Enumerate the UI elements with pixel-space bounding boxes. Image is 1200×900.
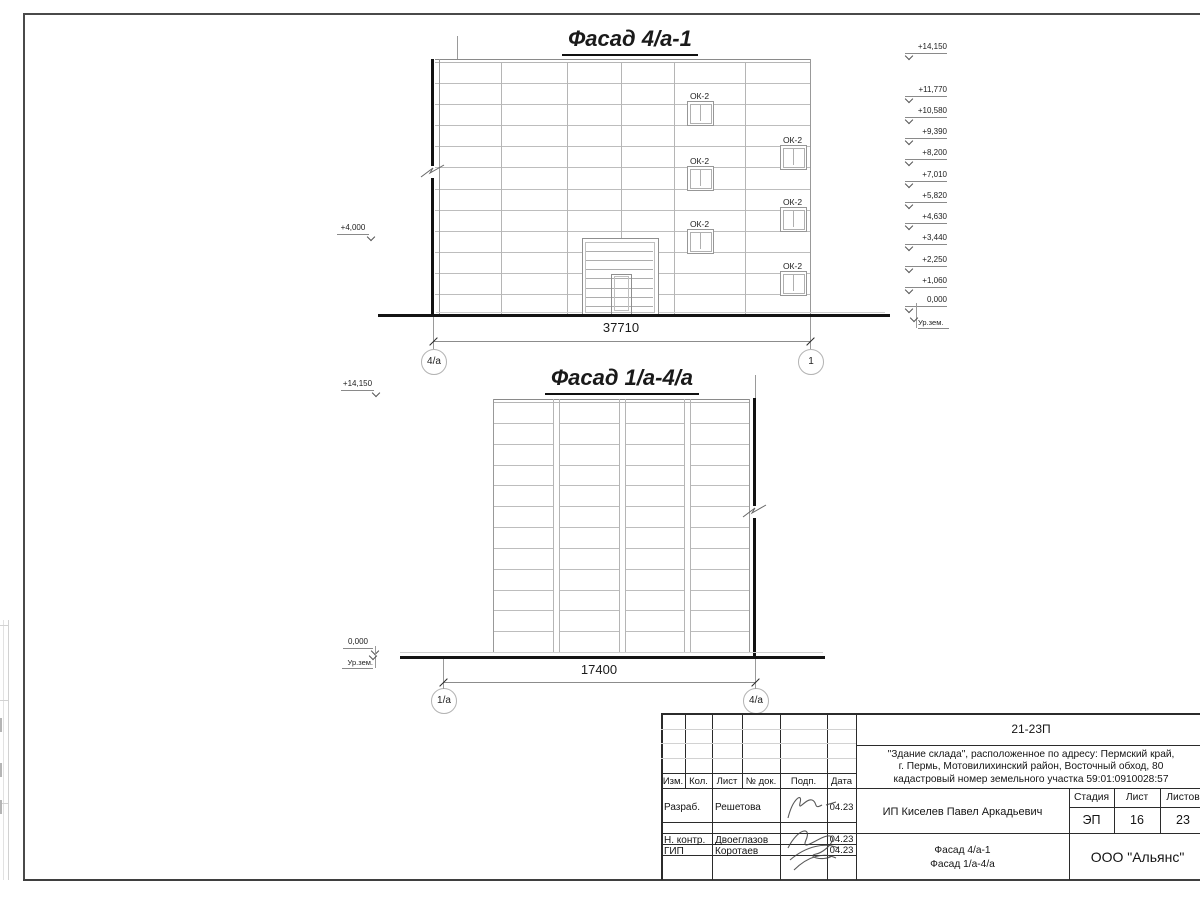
level-mark-icon (372, 389, 380, 397)
window-tag-label: ОК-2 (782, 196, 803, 207)
gate-slat (586, 260, 653, 261)
level-label: +2,250 (905, 255, 947, 267)
tb-col-podp: Подп. (790, 776, 817, 787)
window-inner (783, 148, 805, 168)
facade1-extension-line (810, 317, 811, 349)
level-label: 0,000 (905, 295, 947, 307)
facade2-panel-line (559, 485, 619, 486)
tb-description-line2: г. Пермь, Мотовилихинский район, Восточный обход, 80 (898, 761, 1164, 772)
titleblock-line (1069, 807, 1200, 808)
tb-stage-value: ЭП (1082, 813, 1101, 827)
window-divider (793, 149, 794, 165)
facade2-panel-line (493, 527, 553, 528)
facade2-panel-line (690, 485, 749, 486)
facade1-dimension-text: 37710 (602, 320, 640, 335)
titleblock-line (661, 743, 856, 744)
ground-level-label: Ур.зем. (918, 318, 949, 329)
facade2-thick-line (753, 398, 756, 506)
facade2-panel-line (559, 610, 619, 611)
facade2-dimension-text: 17400 (580, 662, 618, 677)
tb-sheet-title-line1: Фасад 4/а-1 (934, 845, 991, 856)
ground-level-label: Ур.зем. (342, 658, 373, 669)
level-label: +11,770 (905, 85, 947, 97)
titleblock-line (661, 758, 856, 759)
gate-wicket-inner (614, 276, 629, 311)
facade2-extension-line (443, 659, 444, 689)
level-label: +1,060 (905, 276, 947, 288)
tb-col-kol: Кол. (689, 776, 708, 787)
facade2-panel-line (559, 527, 619, 528)
facade1-dimension-line (433, 341, 810, 342)
tb-date-gip: 04.23 (829, 845, 854, 856)
facade2-panel-line (493, 631, 553, 632)
tb-name-developer: Решетова (715, 802, 761, 813)
facade2-ground-line (400, 656, 825, 659)
facade2-edge-right (749, 399, 750, 652)
facade2-panel-line (493, 569, 553, 570)
window-divider (700, 170, 701, 186)
facade1-plinth-line (436, 312, 885, 313)
facade1-leader-line (457, 36, 458, 59)
facade2-panel-line (625, 465, 684, 466)
facade2-panel-line (559, 465, 619, 466)
tb-stage-label: Стадия (1073, 792, 1110, 803)
facade2-panel-line (559, 423, 619, 424)
tb-col-izm: Изм. (662, 776, 684, 787)
facade1-panel-line (435, 189, 810, 190)
tb-role-developer: Разраб. (664, 802, 701, 813)
level-label: +7,010 (905, 170, 947, 182)
level-label: 0,000 (343, 637, 373, 649)
facade2-panel-line (625, 485, 684, 486)
level-mark-icon (367, 233, 375, 241)
facade2-panel-line (625, 548, 684, 549)
facade2-panel-line (559, 444, 619, 445)
tb-col-data: Дата (830, 776, 853, 787)
titleblock-line (661, 773, 856, 774)
facade2-strip-line (625, 399, 626, 652)
facade2-panel-line (625, 423, 684, 424)
facade1-edge-right (810, 59, 811, 316)
facade2-panel-line (625, 506, 684, 507)
facade2-panel-line (690, 465, 749, 466)
facade1-column-line (745, 62, 746, 315)
facade2-panel-line (690, 569, 749, 570)
facade2-title-text: Фасад 1/а-4/а (545, 365, 699, 395)
window-tag-label: ОК-2 (782, 260, 803, 271)
facade2-edge-left (493, 399, 494, 652)
facade2-panel-line (559, 548, 619, 549)
facade1-panel-line (435, 231, 810, 232)
facade2-panel-line (690, 631, 749, 632)
break-symbol-icon (419, 163, 446, 181)
tb-name-gip: Коротаев (715, 845, 759, 857)
tb-client: ИП Киселев Павел Аркадьевич (882, 806, 1043, 818)
axis-bubble-1a: 1/а (431, 688, 457, 714)
facade1-panel-line (435, 167, 810, 168)
level-label: +5,820 (905, 191, 947, 203)
facade2-plinth-line (400, 652, 823, 653)
level-label: +3,440 (905, 233, 947, 245)
facade2-panel-line (493, 610, 553, 611)
axis-bubble-4a-top: 4/а (421, 349, 447, 375)
facade2-panel-line (625, 444, 684, 445)
facade2-panel-line (493, 423, 553, 424)
facade2-panel-line (625, 610, 684, 611)
level-label: +4,630 (905, 212, 947, 224)
facade1-panel-line (435, 83, 810, 84)
window-divider (793, 275, 794, 291)
window-tag-label: ОК-2 (782, 134, 803, 145)
facade2-panel-line (625, 569, 684, 570)
facade1-ground-line (378, 314, 890, 317)
titleblock-line (661, 788, 1200, 789)
facade2-panel-line (690, 444, 749, 445)
facade2-panel-line (493, 402, 749, 403)
tb-name-ncontrol: Двоеглазов (715, 834, 769, 846)
tb-total-label: Листов (1166, 792, 1200, 803)
facade2-panel-line (690, 527, 749, 528)
level-label: +14,150 (905, 42, 947, 54)
facade1-title-text: Фасад 4/а-1 (562, 26, 698, 56)
level-label: +8,200 (905, 148, 947, 160)
facade2-panel-line (493, 444, 553, 445)
gate-slat (586, 269, 653, 270)
window-inner (690, 104, 712, 124)
facade2-panel-line (559, 590, 619, 591)
facade2-thick-line (753, 518, 756, 658)
level-label: +14,150 (341, 379, 374, 391)
window-inner (690, 169, 712, 189)
facade1-panel-line (435, 104, 810, 105)
level-label: +9,390 (905, 127, 947, 139)
signature-scribbles (778, 790, 862, 878)
facade1-column-line (501, 62, 502, 315)
facade2-strip-line (619, 399, 620, 652)
facade2-strip-line (690, 399, 691, 652)
facade1-edge-left (439, 59, 440, 316)
facade2-panel-line (559, 506, 619, 507)
facade2-panel-line (559, 631, 619, 632)
facade2-leader-line (755, 375, 756, 398)
facade2-panel-line (625, 590, 684, 591)
facade2-extension-line (755, 659, 756, 689)
window-inner (690, 232, 712, 252)
titleblock-line (661, 729, 856, 730)
window-tag-label: ОК-2 (689, 218, 710, 229)
window-tag-label: ОК-2 (689, 155, 710, 166)
tb-description-line1: "Здание склада", расположенное по адресу: Пермский край, (887, 748, 1175, 760)
tb-role-gip: ГИП (664, 845, 684, 857)
facade2-panel-line (625, 631, 684, 632)
tb-company: ООО "Альянс" (1090, 849, 1185, 865)
window-inner (783, 274, 805, 294)
facade2-panel-line (493, 485, 553, 486)
tb-date-developer: 04.23 (829, 802, 854, 813)
facade2-parapet-line (493, 399, 749, 400)
facade1-parapet-line (435, 59, 810, 60)
facade2-panel-line (493, 590, 553, 591)
titleblock-line (856, 745, 1200, 746)
tb-sheet-value: 16 (1130, 813, 1144, 827)
facade2-strip-line (553, 399, 554, 652)
level-label: +10,580 (905, 106, 947, 118)
facade1-column-line (674, 62, 675, 315)
window-inner (783, 210, 805, 230)
break-symbol-icon (741, 503, 768, 521)
tb-description-line3: кадастровый номер земельного участка 59:01:0910028:57 (893, 773, 1169, 785)
window-divider (793, 211, 794, 227)
facade2-panel-line (690, 548, 749, 549)
facade2-panel-line (625, 527, 684, 528)
facade2-dimension-line (443, 682, 755, 683)
facade1-thick-line (431, 178, 434, 315)
facade1-extension-line (433, 317, 434, 349)
facade2-strip-line (559, 399, 560, 652)
tb-doc-number: 21-23П (1011, 722, 1051, 736)
tb-role-ncontrol: Н. контр. (664, 834, 706, 846)
facade1-panel-line (435, 125, 810, 126)
facade2-panel-line (690, 423, 749, 424)
facade2-strip-line (684, 399, 685, 652)
tb-sheet-title-line2: Фасад 1/а-4/а (930, 858, 995, 870)
tb-date-ncontrol: 04.23 (829, 833, 854, 845)
facade2-panel-line (493, 548, 553, 549)
facade2-panel-line (690, 610, 749, 611)
tb-col-ndoc: № док. (745, 776, 777, 787)
facade1-column-line (567, 62, 568, 315)
gate-slat (586, 251, 653, 252)
facade1-panel-line (435, 210, 810, 211)
level-label: +4,000 (337, 223, 369, 235)
facade2-panel-line (493, 465, 553, 466)
tb-sheet-label: Лист (1125, 792, 1149, 803)
facade1-panel-line (435, 62, 810, 63)
facade2-panel-line (690, 590, 749, 591)
facade2-panel-line (559, 569, 619, 570)
window-divider (700, 233, 701, 249)
tb-col-list: Лист (716, 776, 738, 787)
facade1-thick-line (431, 59, 434, 167)
axis-bubble-4a-bottom: 4/а (743, 688, 769, 714)
facade1-panel-line (435, 146, 810, 147)
tb-total-value: 23 (1176, 813, 1190, 827)
window-divider (700, 105, 701, 121)
facade2-panel-line (493, 506, 553, 507)
axis-bubble-1: 1 (798, 349, 824, 375)
window-tag-label: ОК-2 (689, 90, 710, 101)
